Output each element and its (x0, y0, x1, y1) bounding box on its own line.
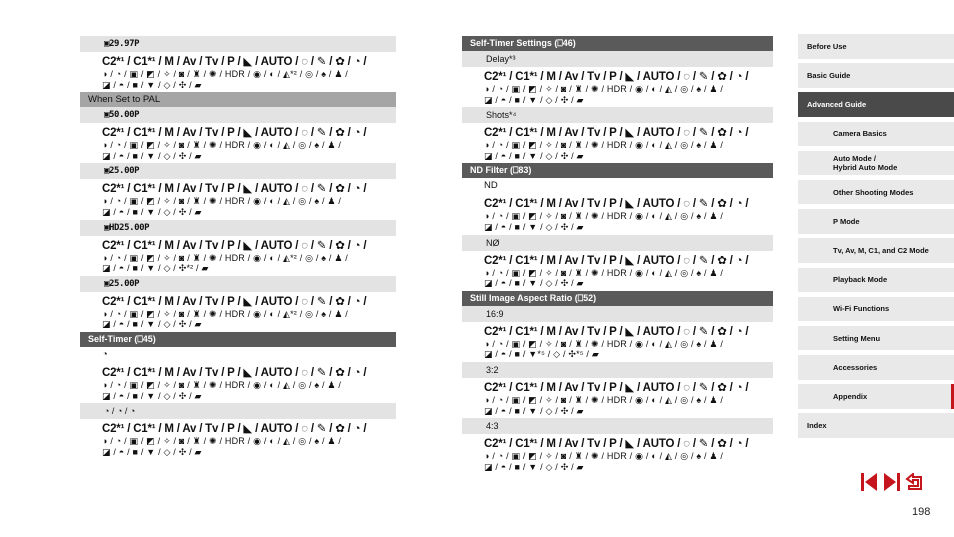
mode-icons-line: ◪ / ◓ / ■ / ▼ / ◇ / ✣ / ▰ (102, 446, 202, 457)
mode-icons-line: ◪ / ◓ / ■ / ▼ / ◇ / ✣ / ▰ (484, 405, 584, 416)
nav-item-label: Tv, Av, M, C1, and C2 Mode (833, 246, 929, 256)
nav-item-other-shooting-modes[interactable] (798, 180, 954, 205)
nav-item-label-line1: Auto Mode / (833, 154, 876, 163)
setting-option-header: Delay*³ (462, 51, 773, 67)
nav-item-label: Before Use (807, 41, 847, 51)
available-modes-list (80, 179, 396, 219)
mode-icons-line: C2*¹ / C1*¹ / M / Av / Tv / P / ◣ / AUTO / ◌ / ✎ / ✿ / ◔ / (484, 127, 749, 140)
mode-icons-line: ◪ / ◓ / ■ / ▼ / ◇ / ✣ / ▰ (484, 278, 584, 289)
available-modes-list (80, 419, 396, 459)
available-modes-list (462, 251, 773, 291)
next-page-icon (882, 473, 902, 491)
nav-item-label: Wi-Fi Functions (833, 304, 890, 314)
setting-option-header: 16:9 (462, 306, 773, 322)
mode-icons-line: ◪ / ◓ / ■ / ▼ / ◇ / ✣ / ▰ (484, 461, 584, 472)
nav-item-label: Advanced Guide (807, 100, 867, 110)
section-heading: Self-Timer (⎕45) (80, 332, 396, 347)
nav-item-label: Accessories (833, 362, 878, 372)
mode-icons-line: ◑ / ◔ / ▣ / ◩ / ✧ / ◙ / ♜ / ✺ / HDR / ◉ / ◐ / ◭*² / ◎ / ♠ / ♟ / (102, 252, 348, 263)
mode-icons-line: ◪ / ◓ / ■ / ▼ / ◇ / ✣ / ▰ (102, 150, 202, 161)
mode-icons-line: C2*¹ / C1*¹ / M / Av / Tv / P / ◣ / AUTO / ◌ / ✎ / ✿ / ◔ / (102, 239, 367, 252)
mode-icons-line: ◑ / ◔ / ▣ / ◩ / ✧ / ◙ / ♜ / ✺ / HDR / ◉ / ◐ / ◭ / ◎ / ♠ / ♟ / (102, 140, 342, 151)
page-number: 198 (912, 506, 931, 518)
mode-icons-line: C2*¹ / C1*¹ / M / Av / Tv / P / ◣ / AUTO / ◌ / ✎ / ✿ / ◔ / (484, 198, 749, 211)
subsection-heading: When Set to PAL (80, 92, 396, 107)
movie-mode-header (80, 276, 396, 292)
nav-item-label: Setting Menu (833, 333, 881, 343)
available-modes-list (80, 363, 396, 403)
nav-item-camera-basics[interactable] (798, 122, 954, 147)
nav-item-setting-menu[interactable] (798, 326, 954, 351)
nav-item-label: Other Shooting Modes (833, 187, 914, 197)
available-modes-list (80, 292, 396, 332)
available-modes-list (462, 322, 773, 362)
movie-quality-icon: ▣50.00P (104, 110, 140, 121)
mode-icons-line: ◪ / ◓ / ■ / ▼*⁵ / ◇ / ✣*⁵ / ▰ (484, 349, 599, 360)
nav-item-tv-av-m-c1-and-c2-mode[interactable] (798, 238, 954, 263)
nav-item-accessories[interactable] (798, 355, 954, 380)
mode-icons-line: C2*¹ / C1*¹ / M / Av / Tv / P / ◣ / AUTO / ◌ / ✎ / ✿ / ◔ / (102, 295, 367, 308)
setting-option-label: ◔ (102, 348, 108, 360)
mode-icons-line: ◑ / ◔ / ▣ / ◩ / ✧ / ◙ / ♜ / ✺ / HDR / ◉ / ◐ / ◭*² / ◎ / ♠ / ♟ / (102, 69, 348, 79)
mode-icons-line: C2*¹ / C1*¹ / M / Av / Tv / P / ◣ / AUTO / ◌ / ✎ / ✿ / ◔ / (102, 366, 367, 379)
nav-item-label: P Mode (833, 216, 860, 226)
nav-item-playback-mode[interactable] (798, 268, 954, 293)
section-heading: Still Image Aspect Ratio (⎕52) (462, 291, 773, 306)
nav-item-auto-mode[interactable] (798, 151, 954, 176)
mode-icons-line: ◪ / ◓ / ■ / ▼ / ◇ / ✣ / ▰ (102, 390, 202, 401)
nav-item-label: Basic Guide (807, 70, 851, 80)
nav-item-wi-fi-functions[interactable] (798, 297, 954, 322)
available-modes-list (80, 123, 396, 163)
mode-icons-line: ◪ / ◓ / ■ / ▼ / ◇ / ✣ / ▰ (102, 319, 202, 330)
available-modes-list (462, 67, 773, 107)
movie-quality-icon: ▣HD25.00P (104, 222, 150, 233)
available-modes-list (80, 236, 396, 276)
mode-icons-line: C2*¹ / C1*¹ / M / Av / Tv / P / ◣ / AUTO / ◌ / ✎ / ✿ / ◔ / (484, 254, 749, 267)
prev-page-icon (859, 473, 879, 491)
mode-icons-line: ◪ / ◓ / ■ / ▼ / ◇ / ✣ / ▰ (102, 206, 202, 217)
available-modes-list (462, 434, 773, 474)
movie-quality-icon: ▣25.00P (104, 278, 140, 289)
mode-icons-line: C2*¹ / C1*¹ / M / Av / Tv / P / ◣ / AUTO / ◌ / ✎ / ✿ / ◔ / (102, 127, 367, 140)
available-modes-list (80, 52, 396, 92)
mode-icons-line: ◑ / ◔ / ▣ / ◩ / ✧ / ◙ / ♜ / ✺ / HDR / ◉ / ◐ / ◭ / ◎ / ♠ / ♟ / (102, 196, 342, 207)
next-page-button[interactable] (882, 473, 902, 491)
mode-icons-line: C2*¹ / C1*¹ / M / Av / Tv / P / ◣ / AUTO / ◌ / ✎ / ✿ / ◔ / (102, 423, 367, 436)
nav-item-index[interactable] (798, 413, 954, 438)
mode-icons-line: ◑ / ◔ / ▣ / ◩ / ✧ / ◙ / ♜ / ✺ / HDR / ◉ / ◐ / ◭ / ◎ / ♠ / ♟ / (484, 451, 724, 462)
chapter-nav (798, 34, 954, 443)
mode-icons-line: ◑ / ◔ / ▣ / ◩ / ✧ / ◙ / ♜ / ✺ / HDR / ◉ / ◐ / ◭ / ◎ / ♠ / ♟ / (484, 394, 724, 405)
mode-icons-line: ◪ / ◓ / ■ / ▼ / ◇ / ✣*² / ▰ (102, 263, 209, 274)
mode-icons-line: C2*¹ / C1*¹ / M / Av / Tv / P / ◣ / AUTO / ◌ / ✎ / ✿ / ◔ / (102, 56, 367, 68)
nav-item-before-use[interactable] (798, 34, 954, 59)
nav-item-label: Playback Mode (833, 275, 888, 285)
right-column (462, 36, 773, 474)
nav-item-basic-guide[interactable] (798, 63, 954, 88)
movie-mode-header (80, 163, 396, 179)
mode-icons-line: ◑ / ◔ / ▣ / ◩ / ✧ / ◙ / ♜ / ✺ / HDR / ◉ / ◐ / ◭ / ◎ / ♠ / ♟ / (484, 140, 724, 151)
mode-icons-line: ◑ / ◔ / ▣ / ◩ / ✧ / ◙ / ♜ / ✺ / HDR / ◉ / ◐ / ◭*² / ◎ / ♠ / ♟ / (102, 308, 348, 319)
return-button[interactable] (905, 473, 925, 491)
nav-item-p-mode[interactable] (798, 209, 954, 234)
nav-item-label (833, 154, 897, 172)
return-icon (905, 473, 925, 491)
mode-icons-line: ◪ / ◓ / ■ / ▼ / ◇ / ✣ / ▰ (484, 221, 584, 232)
mode-icons-line: ◑ / ◔ / ▣ / ◩ / ✧ / ◙ / ♜ / ✺ / HDR / ◉ / ◐ / ◭ / ◎ / ♠ / ♟ / (102, 379, 342, 390)
page-controls (859, 473, 925, 491)
movie-quality-icon: ▣29.97P (104, 39, 140, 49)
available-modes-list (462, 123, 773, 163)
mode-icons-line: C2*¹ / C1*¹ / M / Av / Tv / P / ◣ / AUTO / ◌ / ✎ / ✿ / ◔ / (484, 438, 749, 451)
mode-icons-line: ◪ / ◓ / ■ / ▼ / ◇ / ✣ / ▰ (102, 79, 202, 90)
nav-item-label: Index (807, 421, 827, 431)
mode-icons-line: C2*¹ / C1*¹ / M / Av / Tv / P / ◣ / AUTO / ◌ / ✎ / ✿ / ◔ / (484, 381, 749, 394)
setting-option-header: NØ (462, 235, 773, 251)
movie-mode-header (80, 107, 396, 123)
nav-item-label-line2: Hybrid Auto Mode (833, 163, 898, 172)
setting-option-label: ND (484, 180, 498, 192)
mode-icons-line: C2*¹ / C1*¹ / M / Av / Tv / P / ◣ / AUTO / ◌ / ✎ / ✿ / ◔ / (484, 71, 749, 83)
mode-icons-line: ◑ / ◔ / ▣ / ◩ / ✧ / ◙ / ♜ / ✺ / HDR / ◉ / ◐ / ◭ / ◎ / ♠ / ♟ / (484, 338, 724, 349)
mode-icons-line: ◑ / ◔ / ▣ / ◩ / ✧ / ◙ / ♜ / ✺ / HDR / ◉ / ◐ / ◭ / ◎ / ♠ / ♟ / (102, 436, 342, 447)
mode-icons-line: ◑ / ◔ / ▣ / ◩ / ✧ / ◙ / ♜ / ✺ / HDR / ◉ / ◐ / ◭ / ◎ / ♠ / ♟ / (484, 267, 724, 278)
nav-item-appendix[interactable] (798, 384, 954, 409)
mode-icons-line: ◑ / ◔ / ▣ / ◩ / ✧ / ◙ / ♜ / ✺ / HDR / ◉ / ◐ / ◭ / ◎ / ♠ / ♟ / (484, 211, 724, 222)
nav-item-label: Appendix (833, 392, 868, 401)
setting-option-header: Shots*⁴ (462, 107, 773, 123)
available-modes-list (462, 194, 773, 234)
section-heading: ND Filter (⎕83) (462, 163, 773, 178)
setting-option-header: 3:2 (462, 362, 773, 378)
setting-option-header: ◔ / ◔ / ◔ (80, 403, 396, 419)
movie-mode-header (80, 220, 396, 236)
prev-page-button[interactable] (859, 473, 879, 491)
movie-quality-icon: ▣25.00P (104, 166, 140, 177)
nav-item-advanced-guide[interactable] (798, 92, 954, 117)
setting-option-header: 4:3 (462, 418, 773, 434)
section-heading: Self-Timer Settings (⎕46) (462, 36, 773, 51)
mode-icons-line: ◪ / ◓ / ■ / ▼ / ◇ / ✣ / ▰ (484, 150, 584, 161)
nav-item-label: Camera Basics (833, 129, 887, 139)
movie-mode-header (80, 36, 396, 52)
mode-icons-line: ◑ / ◔ / ▣ / ◩ / ✧ / ◙ / ♜ / ✺ / HDR / ◉ / ◐ / ◭ / ◎ / ♠ / ♟ / (484, 84, 724, 94)
mode-icons-line: C2*¹ / C1*¹ / M / Av / Tv / P / ◣ / AUTO / ◌ / ✎ / ✿ / ◔ / (484, 325, 749, 338)
mode-icons-line: C2*¹ / C1*¹ / M / Av / Tv / P / ◣ / AUTO / ◌ / ✎ / ✿ / ◔ / (102, 183, 367, 196)
available-modes-list (462, 378, 773, 418)
mode-icons-line: ◪ / ◓ / ■ / ▼ / ◇ / ✣ / ▰ (484, 94, 584, 105)
left-column (80, 36, 396, 459)
